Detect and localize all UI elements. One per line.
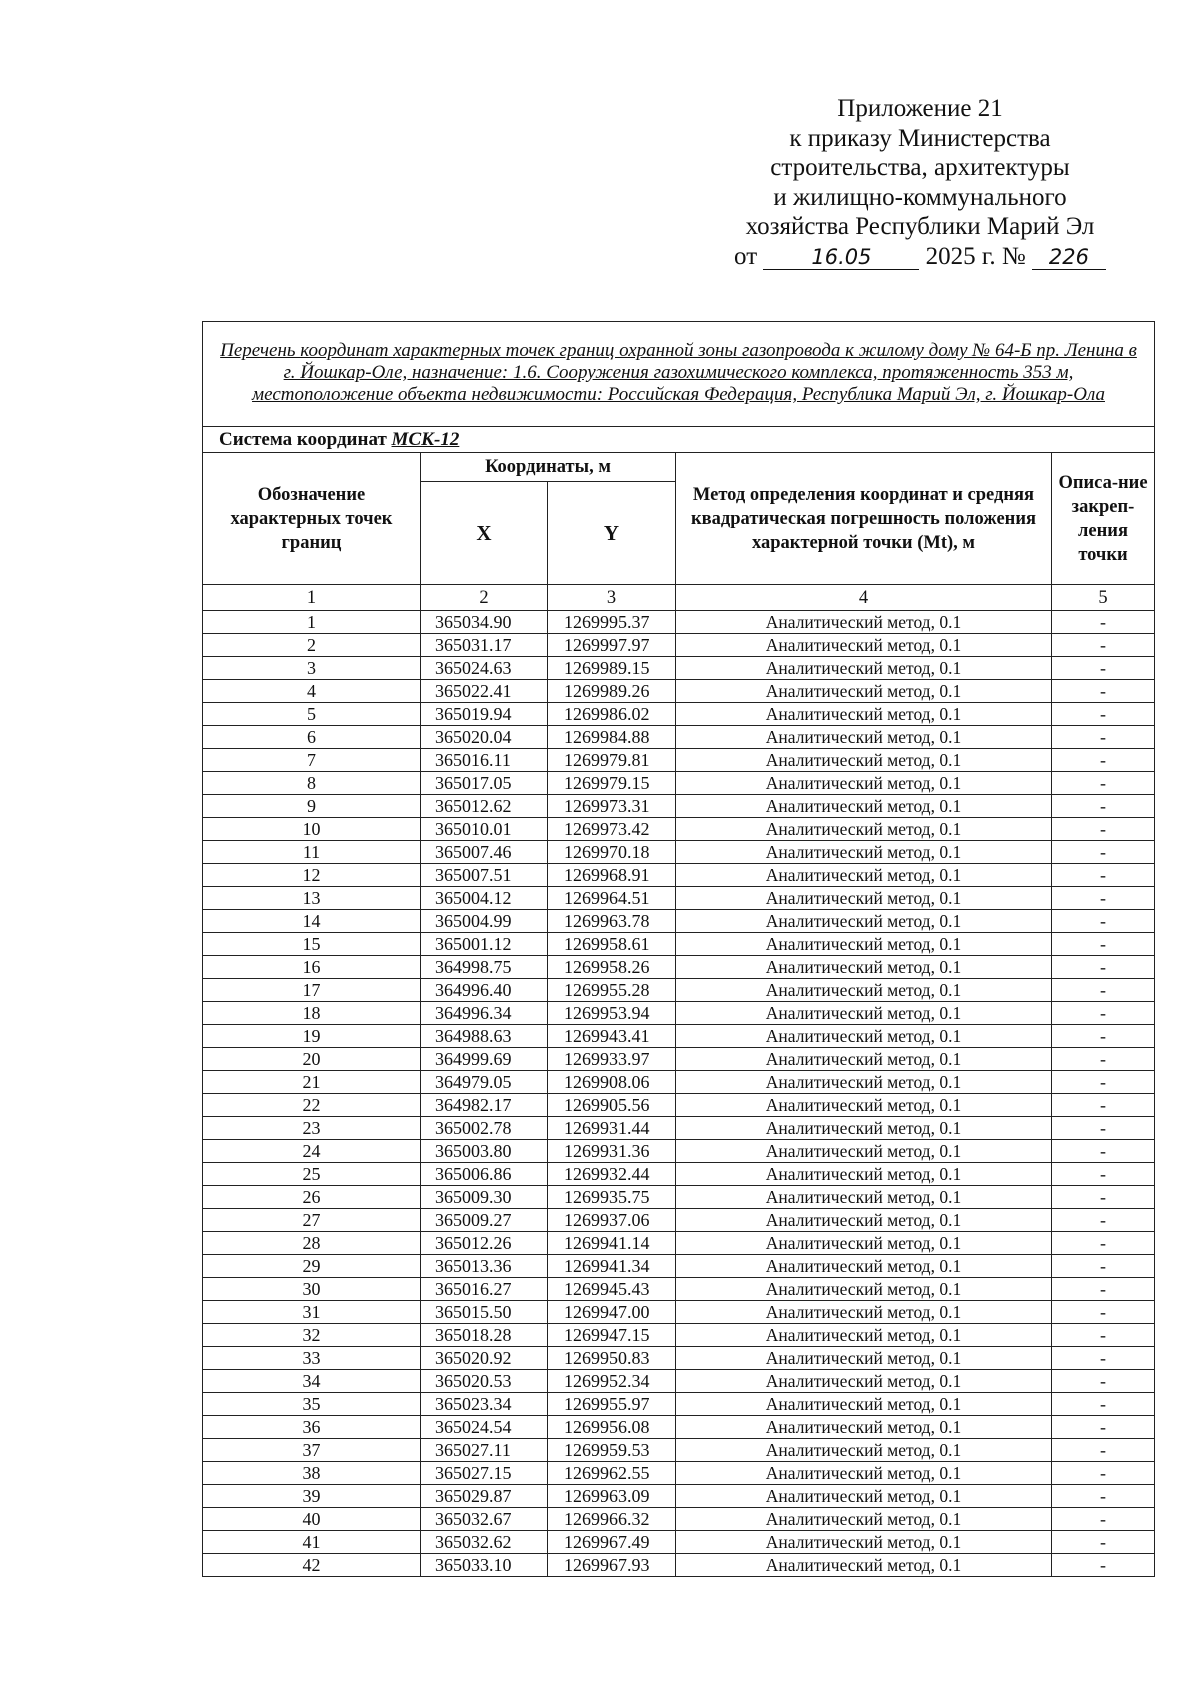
header-x: X bbox=[421, 482, 548, 585]
method-cell: Аналитический метод, 0.1 bbox=[676, 1347, 1052, 1370]
method-cell: Аналитический метод, 0.1 bbox=[676, 1071, 1052, 1094]
description-cell: - bbox=[1052, 1163, 1155, 1186]
coord-x: 364998.75 bbox=[421, 956, 548, 979]
coord-x: 365031.17 bbox=[421, 634, 548, 657]
point-number: 23 bbox=[203, 1117, 421, 1140]
method-cell: Аналитический метод, 0.1 bbox=[676, 1462, 1052, 1485]
method-cell: Аналитический метод, 0.1 bbox=[676, 1531, 1052, 1554]
point-number: 11 bbox=[203, 841, 421, 864]
coord-y: 1269989.26 bbox=[548, 680, 676, 703]
table-row bbox=[203, 933, 1155, 956]
table-row bbox=[203, 979, 1155, 1002]
coord-x: 364988.63 bbox=[421, 1025, 548, 1048]
coord-y: 1269979.15 bbox=[548, 772, 676, 795]
coord-y: 1269973.42 bbox=[548, 818, 676, 841]
description-cell: - bbox=[1052, 795, 1155, 818]
table-row bbox=[203, 1393, 1155, 1416]
description-cell: - bbox=[1052, 772, 1155, 795]
method-cell: Аналитический метод, 0.1 bbox=[676, 1278, 1052, 1301]
point-number: 36 bbox=[203, 1416, 421, 1439]
method-cell: Аналитический метод, 0.1 bbox=[676, 979, 1052, 1002]
coord-y: 1269933.97 bbox=[548, 1048, 676, 1071]
coord-y: 1269984.88 bbox=[548, 726, 676, 749]
description-cell: - bbox=[1052, 1370, 1155, 1393]
method-cell: Аналитический метод, 0.1 bbox=[676, 1140, 1052, 1163]
coordinate-system-label: Система координат bbox=[219, 428, 387, 450]
description-cell: - bbox=[1052, 1439, 1155, 1462]
description-cell: - bbox=[1052, 1117, 1155, 1140]
coord-y: 1269943.41 bbox=[548, 1025, 676, 1048]
method-cell: Аналитический метод, 0.1 bbox=[676, 1025, 1052, 1048]
coord-x: 365022.41 bbox=[421, 680, 548, 703]
coord-y: 1269952.34 bbox=[548, 1370, 676, 1393]
coord-y: 1269968.91 bbox=[548, 864, 676, 887]
description-cell: - bbox=[1052, 749, 1155, 772]
order-reference: к приказу Министерства bbox=[789, 124, 1051, 152]
description-cell: - bbox=[1052, 1186, 1155, 1209]
point-number: 14 bbox=[203, 910, 421, 933]
coord-x: 365019.94 bbox=[421, 703, 548, 726]
point-number: 15 bbox=[203, 933, 421, 956]
coord-x: 364979.05 bbox=[421, 1071, 548, 1094]
table-row bbox=[203, 1140, 1155, 1163]
method-cell: Аналитический метод, 0.1 bbox=[676, 795, 1052, 818]
ministry-line-1: строительства, архитектуры bbox=[770, 154, 1070, 181]
coord-y: 1269959.53 bbox=[548, 1439, 676, 1462]
coord-y: 1269941.14 bbox=[548, 1232, 676, 1255]
coord-x: 364999.69 bbox=[421, 1048, 548, 1071]
method-cell: Аналитический метод, 0.1 bbox=[676, 1094, 1052, 1117]
method-cell: Аналитический метод, 0.1 bbox=[676, 1209, 1052, 1232]
point-number: 12 bbox=[203, 864, 421, 887]
coord-y: 1269967.49 bbox=[548, 1531, 676, 1554]
point-number: 29 bbox=[203, 1255, 421, 1278]
coord-y: 1269931.44 bbox=[548, 1117, 676, 1140]
coord-x: 365003.80 bbox=[421, 1140, 548, 1163]
table-row bbox=[203, 1209, 1155, 1232]
description-cell: - bbox=[1052, 887, 1155, 910]
description-cell: - bbox=[1052, 1393, 1155, 1416]
description-cell: - bbox=[1052, 1094, 1155, 1117]
coord-y: 1269932.44 bbox=[548, 1163, 676, 1186]
coord-y: 1269973.31 bbox=[548, 795, 676, 818]
point-number: 4 bbox=[203, 680, 421, 703]
point-number: 22 bbox=[203, 1094, 421, 1117]
ministry-line-3: хозяйства Республики Марий Эл bbox=[745, 213, 1095, 240]
coord-x: 365027.11 bbox=[421, 1439, 548, 1462]
table-row bbox=[203, 1071, 1155, 1094]
coord-x: 365016.11 bbox=[421, 749, 548, 772]
table-row bbox=[203, 1324, 1155, 1347]
header-method: Метод определения координат и средняя квадратическая погрешность положения характерной точки (Mt), м bbox=[676, 453, 1052, 585]
column-numbers-row bbox=[203, 585, 1155, 611]
coord-y: 1269950.83 bbox=[548, 1347, 676, 1370]
point-number: 5 bbox=[203, 703, 421, 726]
description-cell: - bbox=[1052, 1140, 1155, 1163]
coord-y: 1269945.43 bbox=[548, 1278, 676, 1301]
coord-x: 365027.15 bbox=[421, 1462, 548, 1485]
point-number: 9 bbox=[203, 795, 421, 818]
coord-x: 365020.53 bbox=[421, 1370, 548, 1393]
description-cell: - bbox=[1052, 818, 1155, 841]
table-row bbox=[203, 726, 1155, 749]
description-cell: - bbox=[1052, 703, 1155, 726]
coord-y: 1269947.15 bbox=[548, 1324, 676, 1347]
coord-x: 365004.99 bbox=[421, 910, 548, 933]
method-cell: Аналитический метод, 0.1 bbox=[676, 1324, 1052, 1347]
point-number: 38 bbox=[203, 1462, 421, 1485]
method-cell: Аналитический метод, 0.1 bbox=[676, 1485, 1052, 1508]
table-row bbox=[203, 680, 1155, 703]
handwritten-date: 16.05 bbox=[763, 245, 919, 270]
point-number: 20 bbox=[203, 1048, 421, 1071]
description-cell: - bbox=[1052, 1301, 1155, 1324]
description-cell: - bbox=[1052, 1255, 1155, 1278]
point-number: 28 bbox=[203, 1232, 421, 1255]
table-row bbox=[203, 657, 1155, 680]
description-cell: - bbox=[1052, 1416, 1155, 1439]
coord-y: 1269931.36 bbox=[548, 1140, 676, 1163]
method-cell: Аналитический метод, 0.1 bbox=[676, 956, 1052, 979]
table-row bbox=[203, 1048, 1155, 1071]
description-cell: - bbox=[1052, 1324, 1155, 1347]
coord-x: 365023.34 bbox=[421, 1393, 548, 1416]
description-cell: - bbox=[1052, 1278, 1155, 1301]
point-number: 16 bbox=[203, 956, 421, 979]
method-cell: Аналитический метод, 0.1 bbox=[676, 1048, 1052, 1071]
from-label: от bbox=[734, 242, 758, 270]
table-body bbox=[203, 611, 1155, 1577]
description-cell: - bbox=[1052, 956, 1155, 979]
method-cell: Аналитический метод, 0.1 bbox=[676, 680, 1052, 703]
coord-x: 365004.12 bbox=[421, 887, 548, 910]
point-number: 13 bbox=[203, 887, 421, 910]
point-number: 21 bbox=[203, 1071, 421, 1094]
header-coordinates: Координаты, м bbox=[421, 453, 676, 482]
coord-x: 365029.87 bbox=[421, 1485, 548, 1508]
coordinate-system-value: МСК-12 bbox=[391, 428, 460, 450]
coord-y: 1269953.94 bbox=[548, 1002, 676, 1025]
point-number: 3 bbox=[203, 657, 421, 680]
point-number: 35 bbox=[203, 1393, 421, 1416]
table-row bbox=[203, 818, 1155, 841]
table-row bbox=[203, 1232, 1155, 1255]
method-cell: Аналитический метод, 0.1 bbox=[676, 1002, 1052, 1025]
table-row bbox=[203, 1301, 1155, 1324]
coord-x: 365007.46 bbox=[421, 841, 548, 864]
handwritten-number: 226 bbox=[1032, 245, 1106, 270]
point-number: 6 bbox=[203, 726, 421, 749]
method-cell: Аналитический метод, 0.1 bbox=[676, 657, 1052, 680]
description-cell: - bbox=[1052, 611, 1155, 634]
description-cell: - bbox=[1052, 1071, 1155, 1094]
point-number: 39 bbox=[203, 1485, 421, 1508]
method-cell: Аналитический метод, 0.1 bbox=[676, 726, 1052, 749]
appendix-header bbox=[700, 94, 1140, 271]
coord-x: 365015.50 bbox=[421, 1301, 548, 1324]
method-cell: Аналитический метод, 0.1 bbox=[676, 933, 1052, 956]
description-cell: - bbox=[1052, 657, 1155, 680]
point-number: 10 bbox=[203, 818, 421, 841]
method-cell: Аналитический метод, 0.1 bbox=[676, 864, 1052, 887]
coord-y: 1269937.06 bbox=[548, 1209, 676, 1232]
table-row bbox=[203, 1025, 1155, 1048]
coord-x: 364996.34 bbox=[421, 1002, 548, 1025]
coord-x: 365012.62 bbox=[421, 795, 548, 818]
method-cell: Аналитический метод, 0.1 bbox=[676, 634, 1052, 657]
coord-y: 1269979.81 bbox=[548, 749, 676, 772]
description-cell: - bbox=[1052, 1554, 1155, 1577]
method-cell: Аналитический метод, 0.1 bbox=[676, 1186, 1052, 1209]
coord-y: 1269963.78 bbox=[548, 910, 676, 933]
method-cell: Аналитический метод, 0.1 bbox=[676, 1554, 1052, 1577]
coord-x: 365013.36 bbox=[421, 1255, 548, 1278]
table-row bbox=[203, 1508, 1155, 1531]
description-cell: - bbox=[1052, 634, 1155, 657]
method-cell: Аналитический метод, 0.1 bbox=[676, 1508, 1052, 1531]
description-cell: - bbox=[1052, 1531, 1155, 1554]
description-cell: - bbox=[1052, 1048, 1155, 1071]
point-number: 25 bbox=[203, 1163, 421, 1186]
coord-x: 365017.05 bbox=[421, 772, 548, 795]
table-row bbox=[203, 749, 1155, 772]
table-row bbox=[203, 1186, 1155, 1209]
method-cell: Аналитический метод, 0.1 bbox=[676, 1416, 1052, 1439]
coord-y: 1269966.32 bbox=[548, 1508, 676, 1531]
table-row bbox=[203, 841, 1155, 864]
table-row bbox=[203, 1416, 1155, 1439]
description-cell: - bbox=[1052, 841, 1155, 864]
coord-y: 1269964.51 bbox=[548, 887, 676, 910]
coord-y: 1269955.28 bbox=[548, 979, 676, 1002]
point-number: 40 bbox=[203, 1508, 421, 1531]
point-number: 26 bbox=[203, 1186, 421, 1209]
column-number: 5 bbox=[1052, 585, 1155, 611]
method-cell: Аналитический метод, 0.1 bbox=[676, 703, 1052, 726]
coord-x: 365016.27 bbox=[421, 1278, 548, 1301]
point-number: 34 bbox=[203, 1370, 421, 1393]
column-number: 3 bbox=[548, 585, 676, 611]
description-cell: - bbox=[1052, 1232, 1155, 1255]
coord-y: 1269963.09 bbox=[548, 1485, 676, 1508]
point-number: 31 bbox=[203, 1301, 421, 1324]
table-row bbox=[203, 1531, 1155, 1554]
table-row bbox=[203, 1117, 1155, 1140]
coord-y: 1269941.34 bbox=[548, 1255, 676, 1278]
table-row bbox=[203, 1347, 1155, 1370]
description-cell: - bbox=[1052, 910, 1155, 933]
coord-x: 365032.62 bbox=[421, 1531, 548, 1554]
coord-y: 1269935.75 bbox=[548, 1186, 676, 1209]
method-cell: Аналитический метод, 0.1 bbox=[676, 772, 1052, 795]
coord-y: 1269967.93 bbox=[548, 1554, 676, 1577]
table-row bbox=[203, 795, 1155, 818]
coord-x: 365020.04 bbox=[421, 726, 548, 749]
method-cell: Аналитический метод, 0.1 bbox=[676, 1232, 1052, 1255]
table-row bbox=[203, 956, 1155, 979]
coord-x: 365010.01 bbox=[421, 818, 548, 841]
point-number: 32 bbox=[203, 1324, 421, 1347]
table-row bbox=[203, 887, 1155, 910]
description-cell: - bbox=[1052, 979, 1155, 1002]
method-cell: Аналитический метод, 0.1 bbox=[676, 1393, 1052, 1416]
table-row bbox=[203, 634, 1155, 657]
method-cell: Аналитический метод, 0.1 bbox=[676, 1255, 1052, 1278]
description-cell: - bbox=[1052, 1209, 1155, 1232]
table-row bbox=[203, 1439, 1155, 1462]
coord-y: 1269986.02 bbox=[548, 703, 676, 726]
coord-y: 1269955.97 bbox=[548, 1393, 676, 1416]
method-cell: Аналитический метод, 0.1 bbox=[676, 1163, 1052, 1186]
table-row bbox=[203, 703, 1155, 726]
coord-x: 364996.40 bbox=[421, 979, 548, 1002]
point-number: 18 bbox=[203, 1002, 421, 1025]
description-cell: - bbox=[1052, 1025, 1155, 1048]
coord-y: 1269962.55 bbox=[548, 1462, 676, 1485]
header-y: Y bbox=[548, 482, 676, 585]
table-row bbox=[203, 1002, 1155, 1025]
coord-y: 1269958.26 bbox=[548, 956, 676, 979]
description-cell: - bbox=[1052, 1462, 1155, 1485]
order-date-line bbox=[700, 242, 1140, 272]
description-cell: - bbox=[1052, 864, 1155, 887]
coord-y: 1269997.97 bbox=[548, 634, 676, 657]
coord-x: 365032.67 bbox=[421, 1508, 548, 1531]
table-row bbox=[203, 1554, 1155, 1577]
appendix-title: Приложение 21 bbox=[837, 95, 1003, 122]
coord-x: 365002.78 bbox=[421, 1117, 548, 1140]
table-row bbox=[203, 864, 1155, 887]
description-cell: - bbox=[1052, 680, 1155, 703]
coord-x: 365001.12 bbox=[421, 933, 548, 956]
year-label: 2025 г. № bbox=[925, 242, 1026, 270]
method-cell: Аналитический метод, 0.1 bbox=[676, 910, 1052, 933]
point-number: 41 bbox=[203, 1531, 421, 1554]
point-number: 42 bbox=[203, 1554, 421, 1577]
coord-y: 1269905.56 bbox=[548, 1094, 676, 1117]
description-cell: - bbox=[1052, 726, 1155, 749]
point-number: 7 bbox=[203, 749, 421, 772]
method-cell: Аналитический метод, 0.1 bbox=[676, 818, 1052, 841]
coord-y: 1269989.15 bbox=[548, 657, 676, 680]
point-number: 27 bbox=[203, 1209, 421, 1232]
method-cell: Аналитический метод, 0.1 bbox=[676, 1439, 1052, 1462]
table-row bbox=[203, 1278, 1155, 1301]
method-cell: Аналитический метод, 0.1 bbox=[676, 841, 1052, 864]
coord-x: 365012.26 bbox=[421, 1232, 548, 1255]
coord-x: 365020.92 bbox=[421, 1347, 548, 1370]
table-row bbox=[203, 1163, 1155, 1186]
description-cell: - bbox=[1052, 933, 1155, 956]
coord-y: 1269995.37 bbox=[548, 611, 676, 634]
point-number: 37 bbox=[203, 1439, 421, 1462]
method-cell: Аналитический метод, 0.1 bbox=[676, 887, 1052, 910]
table-row bbox=[203, 910, 1155, 933]
coord-x: 365034.90 bbox=[421, 611, 548, 634]
table-row bbox=[203, 1255, 1155, 1278]
description-cell: - bbox=[1052, 1347, 1155, 1370]
header-description: Описа-ние закреп-ления точки bbox=[1052, 453, 1155, 585]
method-cell: Аналитический метод, 0.1 bbox=[676, 611, 1052, 634]
table-row bbox=[203, 1370, 1155, 1393]
table-caption: Перечень координат характерных точек границ охранной зоны газопровода к жилому дому № 64-Б пр. Ленина в г. Йошкар-Оле, назначение: 1.6. Сооружения газохимического комплекса, протяженность 353 м, местоположение объекта недвижимости: Российская Федерация, Республика Марий Эл, г. Йошкар-Ола bbox=[203, 322, 1155, 427]
description-cell: - bbox=[1052, 1485, 1155, 1508]
coord-x: 365018.28 bbox=[421, 1324, 548, 1347]
column-number: 1 bbox=[203, 585, 421, 611]
method-cell: Аналитический метод, 0.1 bbox=[676, 749, 1052, 772]
coord-y: 1269958.61 bbox=[548, 933, 676, 956]
point-number: 19 bbox=[203, 1025, 421, 1048]
table-row bbox=[203, 1094, 1155, 1117]
coordinate-system bbox=[203, 427, 1155, 453]
column-number: 4 bbox=[676, 585, 1052, 611]
coord-x: 365033.10 bbox=[421, 1554, 548, 1577]
description-cell: - bbox=[1052, 1002, 1155, 1025]
method-cell: Аналитический метод, 0.1 bbox=[676, 1301, 1052, 1324]
coord-y: 1269947.00 bbox=[548, 1301, 676, 1324]
table-row bbox=[203, 1485, 1155, 1508]
point-number: 8 bbox=[203, 772, 421, 795]
coord-x: 365006.86 bbox=[421, 1163, 548, 1186]
coord-x: 365024.54 bbox=[421, 1416, 548, 1439]
ministry-line-2: и жилищно-коммунального bbox=[773, 183, 1067, 211]
coordinates-table bbox=[202, 321, 1155, 1577]
coord-y: 1269908.06 bbox=[548, 1071, 676, 1094]
point-number: 17 bbox=[203, 979, 421, 1002]
point-number: 33 bbox=[203, 1347, 421, 1370]
method-cell: Аналитический метод, 0.1 bbox=[676, 1370, 1052, 1393]
coord-x: 365007.51 bbox=[421, 864, 548, 887]
point-number: 30 bbox=[203, 1278, 421, 1301]
coord-y: 1269970.18 bbox=[548, 841, 676, 864]
coord-x: 365009.30 bbox=[421, 1186, 548, 1209]
coord-y: 1269956.08 bbox=[548, 1416, 676, 1439]
table-row bbox=[203, 611, 1155, 634]
point-number: 1 bbox=[203, 611, 421, 634]
point-number: 24 bbox=[203, 1140, 421, 1163]
table-row bbox=[203, 772, 1155, 795]
coord-x: 364982.17 bbox=[421, 1094, 548, 1117]
coord-x: 365009.27 bbox=[421, 1209, 548, 1232]
method-cell: Аналитический метод, 0.1 bbox=[676, 1117, 1052, 1140]
point-number: 2 bbox=[203, 634, 421, 657]
description-cell: - bbox=[1052, 1508, 1155, 1531]
header-designation: Обозначение характерных точек границ bbox=[203, 453, 421, 585]
table-row bbox=[203, 1462, 1155, 1485]
coord-x: 365024.63 bbox=[421, 657, 548, 680]
column-number: 2 bbox=[421, 585, 548, 611]
